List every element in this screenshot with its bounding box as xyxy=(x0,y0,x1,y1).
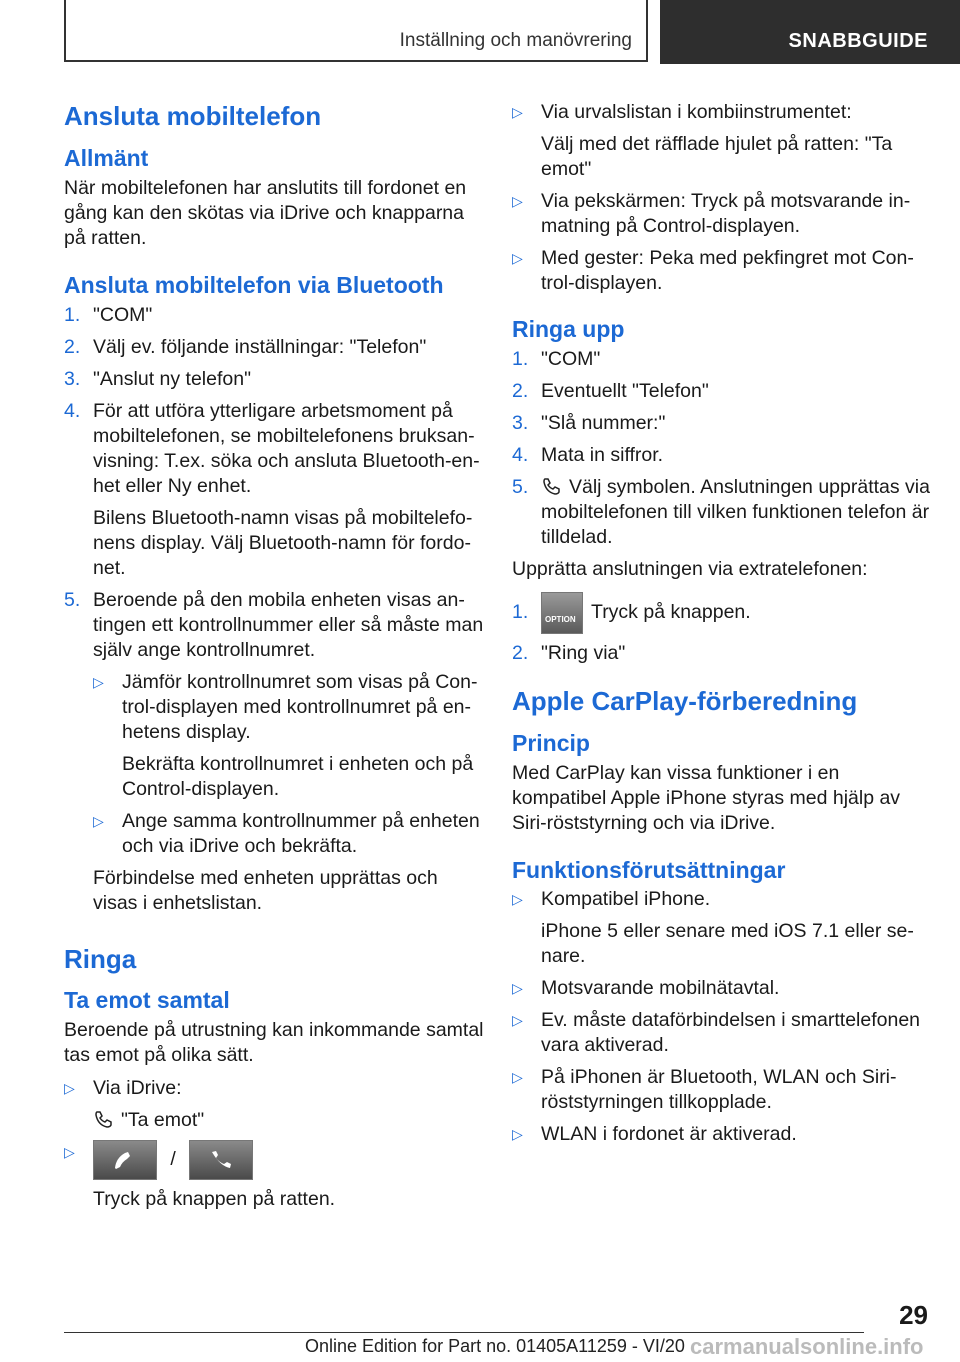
bullet-note: Bekräfta kontrollnumret i enheten och på Control-displayen. xyxy=(122,752,474,800)
paragraph-general: När mobiltelefonen har anslutits till fordonet en gång kan den skötas via iDrive och knapparna på ratten. xyxy=(64,176,467,249)
list-item: 1. "COM" xyxy=(512,347,601,370)
bullet-item: ▷ Motsvarande mobilnätavtal. xyxy=(512,977,780,1000)
bullet-item: ▷ På iPhonen är Bluetooth, WLAN och Siri-röststyrningen tillkopplade. xyxy=(512,1066,897,1114)
header-title: Inställning och manövrering xyxy=(399,30,632,51)
footer-divider xyxy=(64,1332,864,1333)
bullet-triangle-icon: ▷ xyxy=(512,104,523,120)
bullet-triangle-icon: ▷ xyxy=(64,1080,75,1097)
bullet-triangle-icon: ▷ xyxy=(93,812,104,829)
list-item: 1. "COM" xyxy=(64,303,153,326)
step-note: Bilens Bluetooth-namn visas på mobiltelefonens display. Välj Bluetooth-namn för fordonet. xyxy=(93,506,473,579)
list-item: 4. För att utföra ytterligare arbetsmoment på mobiltelefonen, se mobiltelefonens bruksanvisning: T.ex. söka och ansluta Bluetooth-enhet eller Ny enhet. xyxy=(64,399,480,497)
bullet-item: ▷ Ange samma kontrollnummer på enheten och via iDrive och bekräfta. xyxy=(93,809,480,857)
bullet-item: ▷ Jämför kontrollnumret som visas på Control-displayen med kontrollnumret på enhetens display. xyxy=(93,670,478,743)
bullet-item: ▷ Via iDrive: xyxy=(64,1077,182,1100)
footer-edition: Online Edition for Part no. 01405A11259 - VI/20 xyxy=(305,1336,685,1356)
bullet-triangle-icon: ▷ xyxy=(512,1069,523,1086)
paragraph-extra-phone: Upprätta anslutningen via extratelefonen: xyxy=(512,557,868,580)
heading-principle: Princip xyxy=(512,729,590,756)
bullet-triangle-icon: ▷ xyxy=(93,673,104,690)
list-item: 3. "Slå nummer:" xyxy=(512,411,666,434)
list-item: 5. Beroende på den mobila enheten visas antingen ett kontrollnummer eller så måste man själv ange kontrollnumret. xyxy=(64,588,484,661)
watermark-logo: carmanualsonline.info xyxy=(690,1334,924,1359)
bullet-note: iPhone 5 eller senare med iOS 7.1 eller senare. xyxy=(541,920,914,968)
end-call-button-image xyxy=(189,1140,253,1180)
header-tab xyxy=(660,0,960,64)
header-tab-label: SNABBGUIDE xyxy=(788,30,928,52)
bullet-item: ▷ Med gester: Peka med pekfingret mot Control-displayen. xyxy=(512,247,914,294)
phone-icon xyxy=(93,1109,113,1129)
heading-make-call: Ringa upp xyxy=(512,316,625,342)
list-item: 3. "Anslut ny telefon" xyxy=(64,367,252,390)
list-item: 2. Välj ev. följande inställningar: "Telefon" xyxy=(64,335,427,358)
paragraph-principle: Med CarPlay kan vissa funktioner i en kompatibel Apple iPhone styras med hjälp av Siri-röststyrning och via iDrive. xyxy=(512,761,901,834)
page-number: 29 xyxy=(899,1300,928,1330)
list-item: 4. Mata in siffror. xyxy=(512,443,664,466)
heading-requirements: Funktionsförutsättningar xyxy=(512,856,786,883)
phone-icon xyxy=(541,476,561,496)
header-frame xyxy=(64,0,648,62)
left-column xyxy=(64,100,484,1219)
list-item: 1. OPTION Tryck på knappen. xyxy=(512,592,932,634)
heading-receive-call: Ta emot samtal xyxy=(64,987,230,1014)
bullet-triangle-icon: ▷ xyxy=(512,1012,523,1029)
bullet-item: ▷ Ev. måste dataförbindelsen i smarttelefonen vara aktiverad. xyxy=(512,1009,921,1057)
step-note: Förbindelse med enheten upprättas och visas i enhetslistan. xyxy=(93,866,438,914)
list-item: 2. Eventuellt "Telefon" xyxy=(512,379,709,402)
bullet-triangle-icon: ▷ xyxy=(512,193,523,209)
heading-call: Ringa xyxy=(64,943,137,974)
heading-general: Allmänt xyxy=(64,144,149,171)
bullet-item: ▷ Via urvalslistan i kombiinstrumentet: xyxy=(512,101,852,123)
bullet-triangle-icon: ▷ xyxy=(512,980,523,997)
heading-bluetooth: Ansluta mobiltelefon via Bluetooth xyxy=(64,271,444,298)
bullet-item: ▷ Via pekskärmen: Tryck på motsvarande inmatning på Control-displayen. xyxy=(512,190,911,237)
accept-call-button-image xyxy=(93,1140,157,1180)
list-item: 2. "Ring via" xyxy=(512,641,626,664)
bullet-note: Tryck på knappen på ratten. xyxy=(93,1188,336,1211)
option-button-image: OPTION xyxy=(541,592,583,634)
bullet-note: Välj med det räfflade hjulet på ratten: "Ta emot" xyxy=(541,133,893,180)
bullet-item: ▷ WLAN i fordonet är aktiverad. xyxy=(512,1123,797,1146)
bullet-triangle-icon: ▷ xyxy=(512,1126,523,1143)
heading-connect-phone: Ansluta mobiltelefon xyxy=(64,101,322,131)
bullet-note: "Ta emot" xyxy=(93,1108,484,1133)
list-item: 5. Välj symbolen. Anslutningen upprättas via mobiltelefonen till vilken funktionen telefon är tilldelad. xyxy=(512,475,930,548)
right-column xyxy=(512,100,932,1154)
paragraph-receive-call: Beroende på utrustning kan inkommande samtal tas emot på olika sätt. xyxy=(64,1019,484,1067)
bullet-item: ▷ Kompatibel iPhone. xyxy=(512,888,711,911)
bullet-triangle-icon: ▷ xyxy=(64,1144,75,1161)
bullet-item xyxy=(64,1140,484,1180)
heading-carplay: Apple CarPlay-förberedning xyxy=(512,685,858,716)
bullet-triangle-icon: ▷ xyxy=(512,250,523,266)
slash-separator: / xyxy=(170,1148,176,1171)
bullet-triangle-icon: ▷ xyxy=(512,891,523,908)
